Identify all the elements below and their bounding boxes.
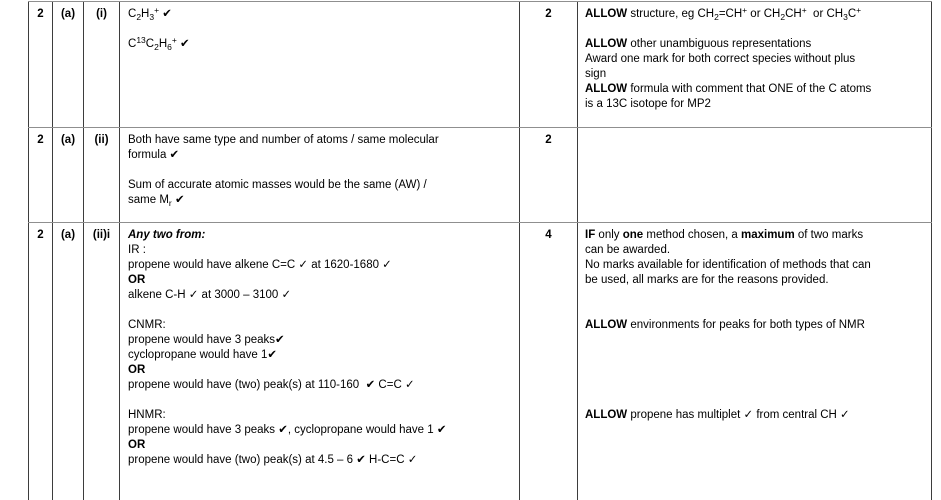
text-line: [585, 288, 927, 303]
text-line: [585, 333, 927, 348]
answer-cell: [119, 223, 519, 500]
question-number-cell: 2: [28, 128, 52, 222]
text-line: HNMR:: [128, 409, 166, 421]
text-line: is a 13C isotope for MP2: [585, 98, 711, 110]
text-line: [128, 163, 515, 178]
question-subpart-cell: (ii): [83, 128, 119, 222]
text-line: [128, 393, 515, 408]
question-part-cell: (a): [52, 223, 83, 500]
question-number-cell: 2: [28, 2, 52, 127]
question-part-cell: (a): [52, 2, 83, 127]
text-line: ALLOW propene has multiplet ✓ from central CH ✓: [585, 409, 850, 421]
marks-cell: 2: [519, 128, 577, 222]
text-line: [585, 348, 927, 363]
text-line: $C^{13}C_2H_6^+$ ✔: [128, 35, 190, 52]
text-line: [585, 22, 927, 37]
text-line: No marks available for identification of methods that can: [585, 259, 871, 271]
text-line: CNMR:: [128, 319, 166, 331]
guidance-cell: [577, 2, 932, 127]
text-line: same $M_r$ ✔: [128, 194, 185, 208]
text-line: [128, 22, 515, 37]
table-row: [28, 127, 932, 222]
marks-cell: 2: [519, 2, 577, 127]
text-line: OR: [128, 439, 146, 451]
guidance-cell: [577, 223, 932, 500]
text-line: formula ✔: [128, 149, 180, 161]
text-line: ALLOW structure, eg $CH_2=CH^+$ or $CH_2CH^+$ or $CH_3C^+$: [585, 5, 862, 22]
text-line: OR: [128, 274, 146, 286]
text-line: alkene C-H ✓ at 3000 – 3100 ✓: [128, 289, 292, 301]
text-line: Any two from:: [128, 229, 206, 241]
text-line: propene would have 3 peaks ✔, cyclopropane would have 1 ✔: [128, 424, 447, 436]
marks-cell: 4: [519, 223, 577, 500]
answer-cell: [119, 2, 519, 127]
text-line: $C_2H_3^+$ ✔: [128, 5, 172, 22]
text-line: cyclopropane would have 1✔: [128, 349, 278, 361]
question-subpart-cell: (ii)i: [83, 223, 119, 500]
text-line: can be awarded.: [585, 244, 671, 256]
text-line: be used, all marks are for the reasons provided.: [585, 274, 829, 286]
text-line: Both have same type and number of atoms / same molecular: [128, 134, 439, 146]
text-line: ALLOW environments for peaks for both types of NMR: [585, 319, 865, 331]
text-line: Sum of accurate atomic masses would be the same (AW) /: [128, 179, 427, 191]
question-part-cell: (a): [52, 128, 83, 222]
text-line: ALLOW other unambiguous representations: [585, 38, 812, 50]
table-row: [28, 222, 932, 500]
text-line: [585, 378, 927, 393]
text-line: IF only one method chosen, a maximum of two marks: [585, 229, 864, 241]
text-line: propene would have 3 peaks✔: [128, 334, 285, 346]
text-line: IR :: [128, 244, 146, 256]
question-subpart-cell: (i): [83, 2, 119, 127]
text-line: sign: [585, 68, 607, 80]
text-line: propene would have (two) peak(s) at 4.5 – 6 ✔ H-C=C ✓: [128, 454, 418, 466]
text-line: propene would have alkene C=C ✓ at 1620-1680 ✓: [128, 259, 392, 271]
text-line: [585, 393, 927, 408]
text-line: [128, 303, 515, 318]
text-line: ALLOW formula with comment that ONE of the C atoms: [585, 83, 872, 95]
text-line: propene would have (two) peak(s) at 110-160 ✔ C=C ✓: [128, 379, 415, 391]
question-number-cell: 2: [28, 223, 52, 500]
text-line: OR: [128, 364, 146, 376]
table-row: [28, 1, 932, 127]
answer-cell: [119, 128, 519, 222]
text-line: [585, 303, 927, 318]
text-line: Award one mark for both correct species without plus: [585, 53, 856, 65]
text-line: [585, 363, 927, 378]
guidance-cell: [577, 128, 932, 222]
